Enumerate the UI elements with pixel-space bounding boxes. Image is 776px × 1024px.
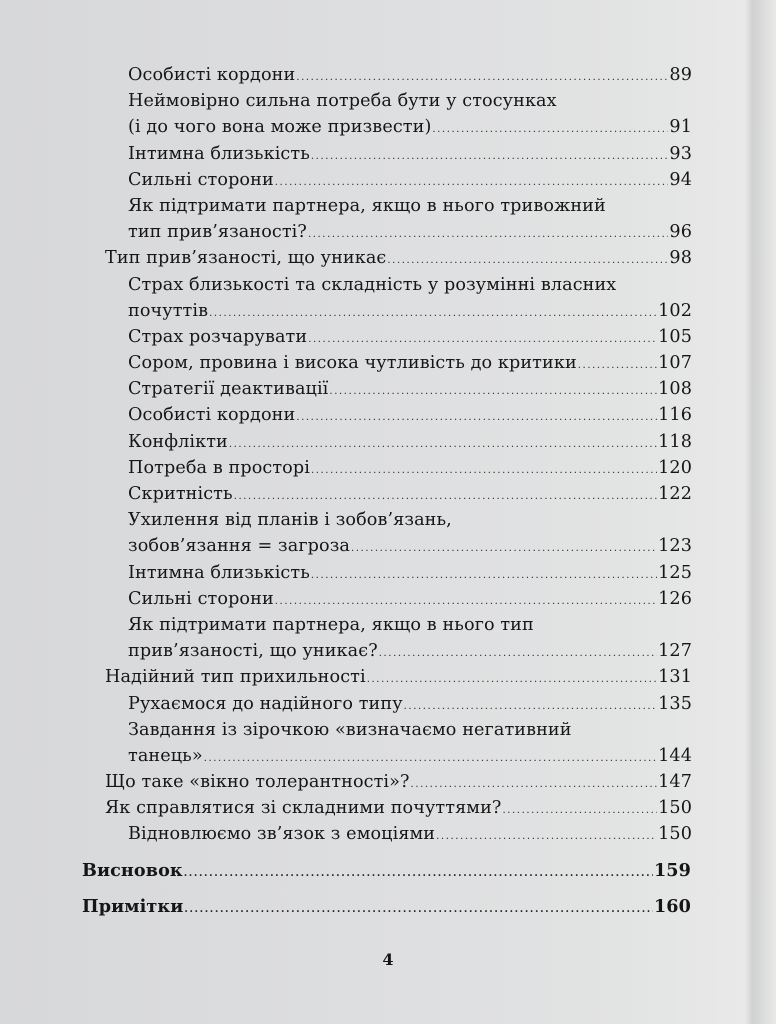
toc-entry <box>0 612 776 638</box>
toc-entry-page: 144 <box>658 745 692 766</box>
toc-section <box>0 664 776 690</box>
toc-entry <box>0 376 776 402</box>
toc-entry-title: зобов’язання = загроза <box>128 536 350 557</box>
toc-entry-title: тип прив’язаності? <box>128 222 307 243</box>
toc-entry <box>0 743 776 769</box>
toc-entry-title: Ухилення від планів і зобов’язань, <box>128 510 452 531</box>
toc-entry-page: 89 <box>669 65 692 85</box>
toc-entry-title: Відновлюємо зв’язок з емоціями <box>128 824 436 845</box>
toc-entry-page: 102 <box>658 300 692 321</box>
toc-entry-page: 120 <box>658 457 692 478</box>
toc-entry-title: Особисті кордони <box>128 405 296 426</box>
toc-entry <box>0 821 776 847</box>
toc-entry-title: Стратегії деактивації <box>128 379 329 400</box>
toc-entry-page: 108 <box>658 379 692 400</box>
toc-entry <box>0 350 776 376</box>
toc-chapter-notes <box>0 894 776 920</box>
toc-entry-title: Сильні сторони <box>128 588 274 609</box>
toc-entry <box>0 481 776 507</box>
toc-entry-title: Потреба в просторі <box>128 457 310 478</box>
toc-entry-page: 96 <box>669 222 692 243</box>
toc-chapter-conclusion <box>0 858 776 884</box>
toc-entry-page: 131 <box>658 667 692 688</box>
toc-entry <box>0 193 776 219</box>
toc-entry <box>0 691 776 717</box>
toc-chapter-page: 159 <box>653 859 691 881</box>
toc-entry <box>0 141 776 167</box>
toc-entry-page: 123 <box>658 536 692 557</box>
toc-entry <box>0 533 776 559</box>
toc-entry-title: Як підтримати партнера, якщо в нього тип <box>128 614 534 635</box>
toc-entry <box>0 402 776 428</box>
toc-entry-title: Сильні сторони <box>128 169 274 190</box>
toc-entry-title: Скритність <box>128 484 233 504</box>
toc-entry <box>0 455 776 481</box>
toc-entry <box>0 560 776 586</box>
toc-entry-title: Страх розчарувати <box>128 326 308 347</box>
toc-entry-title: (і до чого вона може призвести) <box>128 117 432 138</box>
toc-entry <box>0 507 776 533</box>
toc-entry <box>0 88 776 114</box>
page-number: 4 <box>382 950 394 969</box>
toc-entry-title: прив’язаності, що уникає? <box>128 641 378 662</box>
dot-leader <box>436 824 657 850</box>
toc-entry-title: Як підтримати партнера, якщо в нього тривожний <box>128 195 606 216</box>
toc-entry-title: Що таке «вікно толерантності»? <box>105 772 410 793</box>
toc-entry <box>0 167 776 193</box>
toc-entry-title: почуттів <box>128 300 209 321</box>
toc-section <box>0 769 776 795</box>
toc-entry-title: Завдання із зірочкою «визначаємо негативний <box>128 719 572 740</box>
spacer <box>0 848 776 858</box>
toc-entry <box>0 114 776 140</box>
toc-section <box>0 795 776 821</box>
toc-entry <box>0 717 776 743</box>
toc-entry <box>0 62 776 88</box>
toc-entry <box>0 586 776 612</box>
toc-entry-title: танець» <box>128 745 203 766</box>
toc-entry-title: Надійний тип прихильності <box>105 667 366 688</box>
toc-entry-page: 98 <box>669 248 692 269</box>
toc-entry <box>0 638 776 664</box>
toc-entry-page: 150 <box>658 798 692 819</box>
toc-entry-page: 91 <box>669 117 692 138</box>
toc-entry-title: Страх близькості та складність у розумінні власних <box>128 274 617 295</box>
toc-entry <box>0 298 776 324</box>
toc-entry-title: Рухаємося до надійного типу <box>128 693 403 714</box>
toc-entry <box>0 219 776 245</box>
toc-entry-page: 116 <box>658 405 692 426</box>
toc-entry-page: 118 <box>658 431 692 452</box>
toc-entry-page: 125 <box>658 562 692 583</box>
toc-entry-title: Тип прив’язаності, що уникає <box>105 248 387 269</box>
toc-entry-page: 135 <box>658 693 692 714</box>
toc-entry-page: 126 <box>658 588 692 609</box>
toc-entry-title: Інтимна близькість <box>128 562 310 583</box>
toc-chapter-page: 160 <box>653 895 691 917</box>
toc-entry-page: 94 <box>669 169 692 190</box>
toc-entry-title: Особисті кордони <box>128 65 296 85</box>
toc-entry-page: 147 <box>658 772 692 793</box>
toc-entry-title: Сором, провина і висока чутливість до критики <box>128 353 577 374</box>
toc-chapter-title: Примітки <box>82 895 184 917</box>
toc-entry-page: 150 <box>658 824 692 845</box>
dot-leader <box>184 861 653 887</box>
toc-section <box>0 245 776 271</box>
toc-chapter-title: Висновок <box>82 859 183 881</box>
toc-entry <box>0 429 776 455</box>
toc-entry-page: 122 <box>658 484 692 504</box>
toc-entry-title: Інтимна близькість <box>128 143 310 164</box>
toc-entry-title: Неймовірно сильна потреба бути у стосунках <box>128 91 557 112</box>
toc-entry <box>0 324 776 350</box>
toc-entry-page: 107 <box>658 353 692 374</box>
toc-entry-title: Конфлікти <box>128 431 228 452</box>
toc-entry-title: Як справлятися зі складними почуттями? <box>105 798 502 819</box>
toc-entry <box>0 272 776 298</box>
toc-entry-page: 127 <box>658 641 692 662</box>
table-of-contents <box>0 62 776 920</box>
toc-entry-page: 93 <box>669 143 692 164</box>
dot-leader <box>184 897 653 923</box>
toc-entry-page: 105 <box>658 326 692 347</box>
